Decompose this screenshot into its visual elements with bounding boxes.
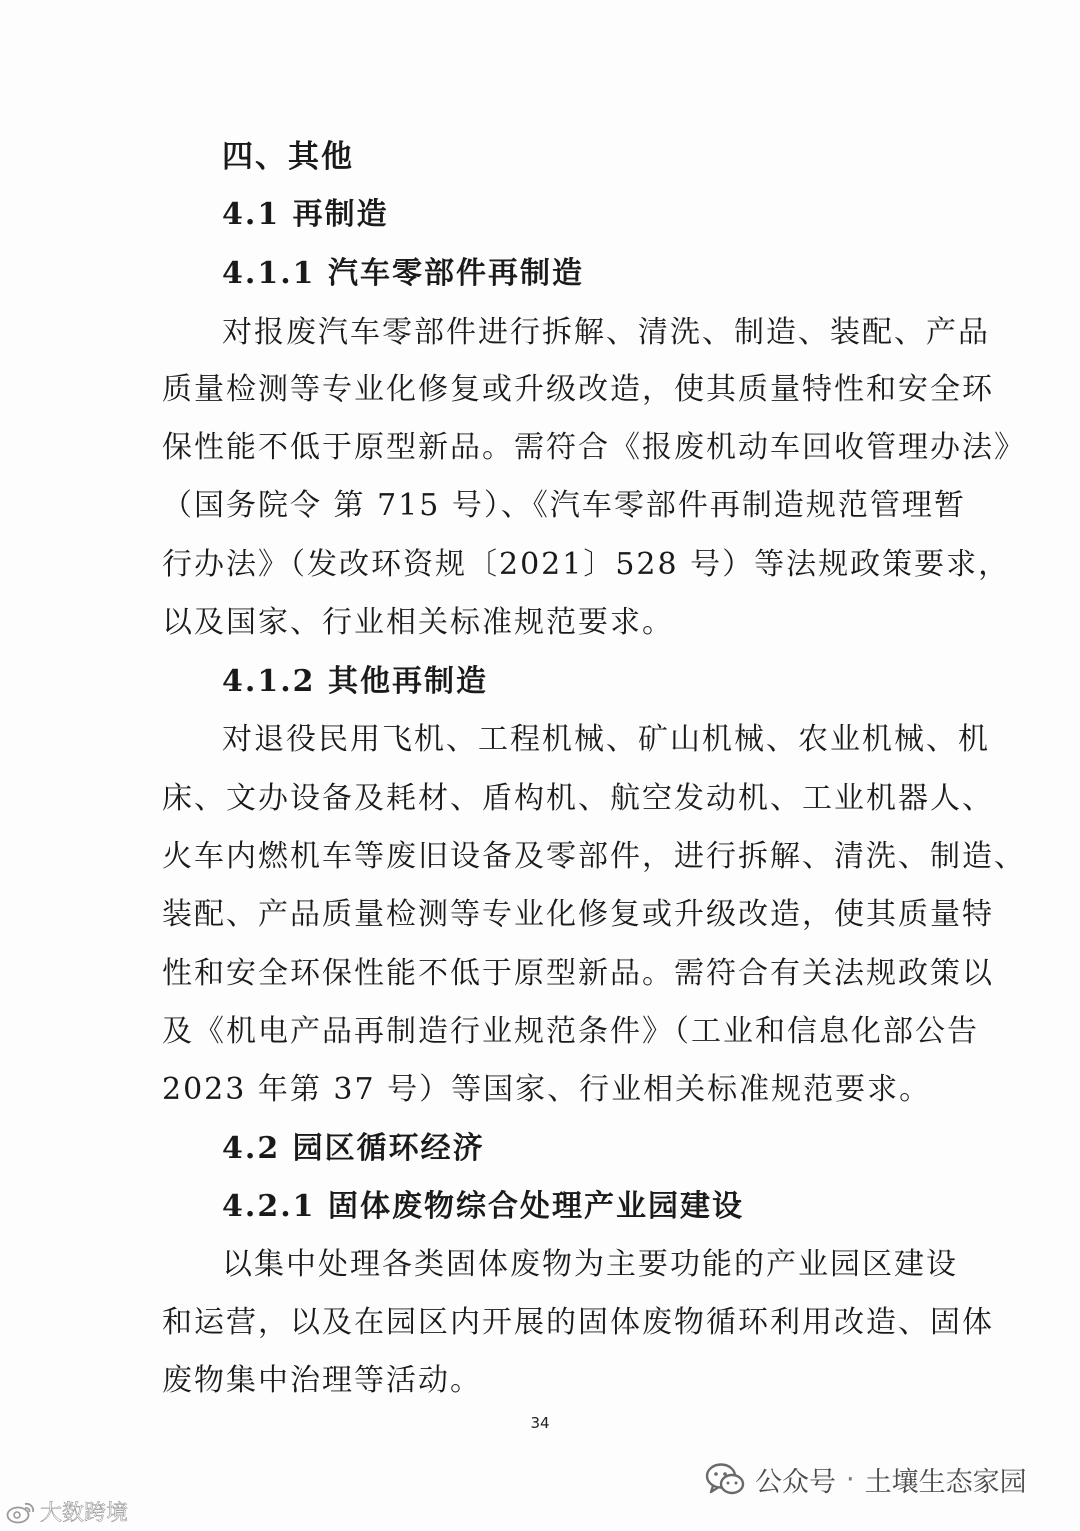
weibo-icon (6, 1499, 36, 1525)
paragraph-line: （国务院令 第 715 号）、《汽车零部件再制造规范管理暂 (162, 488, 966, 523)
paragraph-line: 及《机电产品再制造行业规范条件》（工业和信息化部公告 (162, 1014, 979, 1049)
subsection-heading-4-1-2: 4.1.2 其他再制造 (222, 664, 488, 699)
paragraph-line: 2023 年第 37 号）等国家、行业相关标准规范要求。 (162, 1072, 932, 1107)
paragraph-line: 以集中处理各类固体废物为主要功能的产业园区建设 (222, 1247, 958, 1282)
watermark-account-name: 土壤生态家园 (864, 1467, 1027, 1498)
subsection-heading-4-1-1: 4.1.1 汽车零部件再制造 (222, 256, 584, 291)
wechat-watermark (705, 1460, 1027, 1499)
paragraph-line: 行办法》（发改环资规〔2021〕528 号）等法规政策要求， (162, 547, 1011, 582)
section-heading: 四、其他 (222, 139, 354, 175)
paragraph-line: 火车内燃机车等废旧设备及零部件，进行拆解、清洗、制造、 (162, 839, 1026, 874)
paragraph-line: 质量检测等专业化修复或升级改造，使其质量特性和安全环 (162, 372, 994, 407)
watermark-label: 公众号 (755, 1467, 836, 1498)
source-watermark (6, 1496, 128, 1527)
paragraph-line: 性和安全环保性能不低于原型新品。需符合有关法规政策以 (162, 956, 994, 991)
paragraph-line: 保性能不低于原型新品。需符合《报废机动车回收管理办法》 (162, 430, 1026, 465)
subsection-heading-4-2: 4.2 园区循环经济 (222, 1131, 485, 1166)
watermark-separator: · (846, 1464, 855, 1495)
paragraph-line: 对退役民用飞机、工程机械、矿山机械、农业机械、机 (222, 722, 990, 757)
page-number: 34 (530, 1414, 550, 1432)
paragraph-line: 床、文办设备及耗材、盾构机、航空发动机、工业机器人、 (162, 781, 994, 816)
paragraph-line: 以及国家、行业相关标准规范要求。 (162, 605, 674, 640)
paragraph-line: 对报废汽车零部件进行拆解、清洗、制造、装配、产品 (222, 315, 990, 350)
paragraph-line: 和运营，以及在园区内开展的固体废物循环利用改造、固体 (162, 1305, 994, 1340)
wechat-icon (705, 1462, 745, 1498)
subsection-heading-4-2-1: 4.2.1 固体废物综合处理产业园建设 (222, 1189, 744, 1224)
subsection-heading-4-1: 4.1 再制造 (222, 197, 389, 232)
watermark-source-text: 大数跨境 (40, 1501, 129, 1526)
paragraph-line: 废物集中治理等活动。 (162, 1363, 482, 1398)
paragraph-line: 装配、产品质量检测等专业化修复或升级改造，使其质量特 (162, 897, 994, 932)
